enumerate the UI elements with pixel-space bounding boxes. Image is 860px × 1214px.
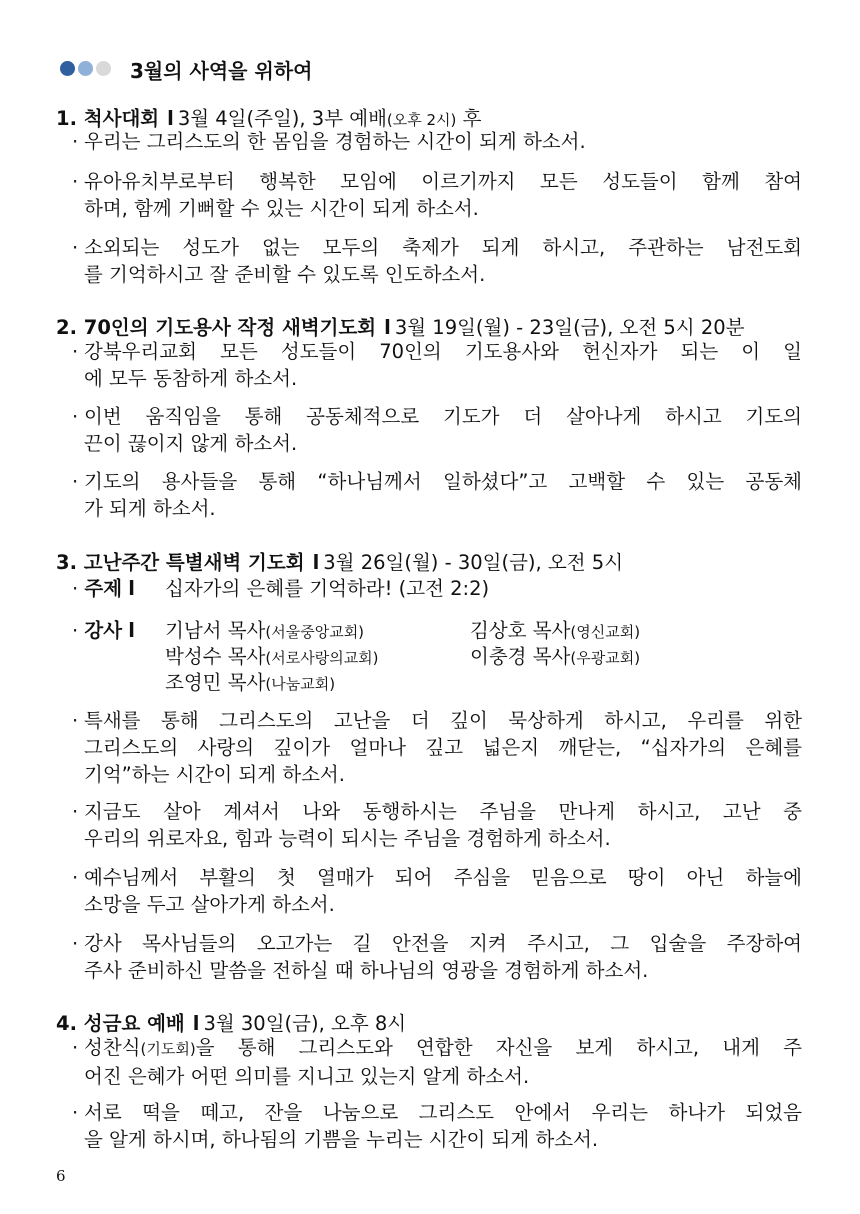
dot-light-blue <box>78 61 93 76</box>
bullet-mark: · <box>72 800 79 823</box>
prayer-text-line: 어진 은혜가 어떤 의미를 지니고 있는지 알게 하소서. <box>84 1065 530 1088</box>
prayer-text-part: 을 통해 그리스도와 연합한 자신을 보게 하시고, 내게 주 <box>195 1036 802 1059</box>
section-separator: l <box>167 107 174 130</box>
bullet-mark: · <box>72 236 79 259</box>
prayer-text-line: 강북우리교회 모든 성도들이 70인의 기도용사와 헌신자가 되는 이 일 <box>84 340 802 363</box>
section-3-title: 3. 고난주간 특별새벽 기도회 <box>56 551 305 574</box>
prayer-text-line: 강사 목사님들의 오고가는 길 안전을 지켜 주시고, 그 입술을 주장하여 <box>84 932 802 955</box>
speaker-name: 박성수 목사 <box>165 645 266 668</box>
prayer-text-line: 그리스도의 사랑의 깊이가 얼마나 깊고 넓은지 깨닫는, “십자가의 은혜를 <box>84 736 802 759</box>
list-item <box>72 1034 802 1090</box>
bullet-mark: · <box>72 1036 79 1059</box>
theme-text: 십자가의 은혜를 기억하라! (고전 2:2) <box>165 577 490 600</box>
list-item <box>72 234 802 288</box>
list-item <box>72 168 802 222</box>
bullet-mark: · <box>72 470 79 493</box>
prayer-text-line: 우리의 위로자요, 힘과 능력이 되시는 주님을 경험하게 하소서. <box>84 827 611 850</box>
section-2-date: 3월 19일(월) - 23일(금), 오전 5시 20분 <box>394 316 745 339</box>
speaker-entry <box>165 641 379 669</box>
speaker-entry <box>165 615 364 643</box>
prayer-text: 우리는 그리스도의 한 몸임을 경험하는 시간이 되게 하소서. <box>84 130 586 153</box>
speaker-name: 기남서 목사 <box>165 619 266 642</box>
section-1-title: 1. 척사대회 <box>56 107 160 130</box>
bullet-mark: · <box>72 170 79 193</box>
prayer-text-line: 주사 준비하신 말씀을 전하실 때 하나님의 영광을 경험하게 하소서. <box>84 959 649 982</box>
prayer-text-line: 에 모두 동참하게 하소서. <box>84 367 298 390</box>
speaker-entry <box>470 615 640 643</box>
list-item <box>72 864 802 918</box>
header-dots <box>60 61 111 76</box>
speaker-church: (영신교회) <box>570 623 641 641</box>
prayer-text-line: 끈이 끊이지 않게 하소서. <box>84 432 298 455</box>
prayer-text-line: 소외되는 성도가 없는 모두의 축제가 되게 하시고, 주관하는 남전도회 <box>84 236 802 259</box>
bullet-mark: · <box>72 1101 79 1124</box>
speaker-entry <box>165 667 335 695</box>
speaker-name: 김상호 목사 <box>470 619 571 642</box>
speaker-row <box>72 615 135 643</box>
speaker-church: (우광교회) <box>570 649 641 667</box>
speaker-label: 강사 <box>84 619 123 642</box>
section-1-date-suffix: 후 <box>456 107 482 130</box>
dot-gray <box>96 61 111 76</box>
prayer-text-line <box>72 1034 802 1063</box>
prayer-text-line: 이번 움직임을 통해 공동체적으로 기도가 더 살아나게 하시고 기도의 <box>84 405 802 428</box>
section-1-heading <box>56 103 481 131</box>
list-item <box>72 128 802 155</box>
speaker-name: 이충경 목사 <box>470 645 571 668</box>
prayer-text-line: 유아유치부로부터 행복한 모임에 이르기까지 모든 성도들이 함께 참여 <box>84 170 802 193</box>
section-2-heading <box>56 312 745 340</box>
bullet-mark: · <box>72 405 79 428</box>
theme-separator: l <box>128 577 135 600</box>
section-1-date: 3월 4일(주일), 3부 예배 <box>177 107 387 130</box>
list-item <box>72 403 802 457</box>
prayer-text-line: 하며, 함께 기뻐할 수 있는 시간이 되게 하소서. <box>84 197 479 220</box>
section-1-time: (오후 2시) <box>386 111 457 129</box>
list-item <box>72 707 802 788</box>
prayer-text-line: 예수님께서 부활의 첫 열매가 되어 주심을 믿음으로 땅이 아닌 하늘에 <box>84 866 802 889</box>
bullet-mark: · <box>72 577 79 600</box>
prayer-text-line: 서로 떡을 떼고, 잔을 나눔으로 그리스도 안에서 우리는 하나가 되었음 <box>84 1101 802 1124</box>
list-item <box>72 798 802 852</box>
bullet-mark: · <box>72 709 79 732</box>
speaker-entry <box>470 641 640 669</box>
prayer-text-line: 특새를 통해 그리스도의 고난을 더 깊이 묵상하게 하시고, 우리를 위한 <box>84 709 802 732</box>
prayer-text-line: 소망을 두고 살아가게 하소서. <box>84 893 335 916</box>
list-item <box>72 930 802 984</box>
bullet-mark: · <box>72 932 79 955</box>
page-title: 3월의 사역을 위하여 <box>130 59 313 83</box>
section-separator: l <box>384 316 391 339</box>
section-3-date: 3월 26일(월) - 30일(금), 오전 5시 <box>323 551 624 574</box>
speaker-church: (서울중앙교회) <box>265 623 365 641</box>
bullet-mark: · <box>72 866 79 889</box>
list-item <box>72 338 802 392</box>
speaker-name: 조영민 목사 <box>165 671 266 694</box>
list-item <box>72 468 802 522</box>
prayer-text-line: 가 되게 하소서. <box>84 497 216 520</box>
section-2-title: 2. 70인의 기도용사 작정 새벽기도회 <box>56 316 377 339</box>
prayer-text-line: 지금도 살아 계셔서 나와 동행하시는 주님을 만나게 하시고, 고난 중 <box>84 800 802 823</box>
speaker-separator: l <box>128 619 135 642</box>
section-separator: l <box>192 1012 200 1035</box>
bullet-mark: · <box>72 130 79 153</box>
bullet-mark: · <box>72 340 79 363</box>
prayer-text-line: 기억”하는 시간이 되게 하소서. <box>84 763 345 786</box>
list-item <box>72 1099 802 1153</box>
section-4-heading <box>56 1008 406 1036</box>
prayer-text-line: 기도의 용사들을 통해 “하나님께서 일하셨다”고 고백할 수 있는 공동체 <box>84 470 802 493</box>
section-4-date: 3월 30일(금), 오후 8시 <box>203 1012 407 1035</box>
prayer-text-line: 를 기억하시고 잘 준비할 수 있도록 인도하소서. <box>84 263 486 286</box>
section-3-heading <box>56 547 623 575</box>
prayer-text-small: (기도회) <box>140 1040 196 1058</box>
bullet-mark: · <box>72 619 79 642</box>
prayer-text-part: 성찬식 <box>84 1036 141 1059</box>
section-4-title: 4. 성금요 예배 <box>56 1012 185 1035</box>
theme-label: 주제 <box>84 577 123 600</box>
dot-dark-blue <box>60 61 75 76</box>
section-separator: l <box>312 551 320 574</box>
speaker-church: (서로사랑의교회) <box>265 649 379 667</box>
theme-row <box>72 573 135 601</box>
speaker-church: (나눔교회) <box>265 675 336 693</box>
page-number: 6 <box>56 1167 66 1185</box>
prayer-text-line: 을 알게 하시며, 하나됨의 기쁨을 누리는 시간이 되게 하소서. <box>84 1128 599 1151</box>
